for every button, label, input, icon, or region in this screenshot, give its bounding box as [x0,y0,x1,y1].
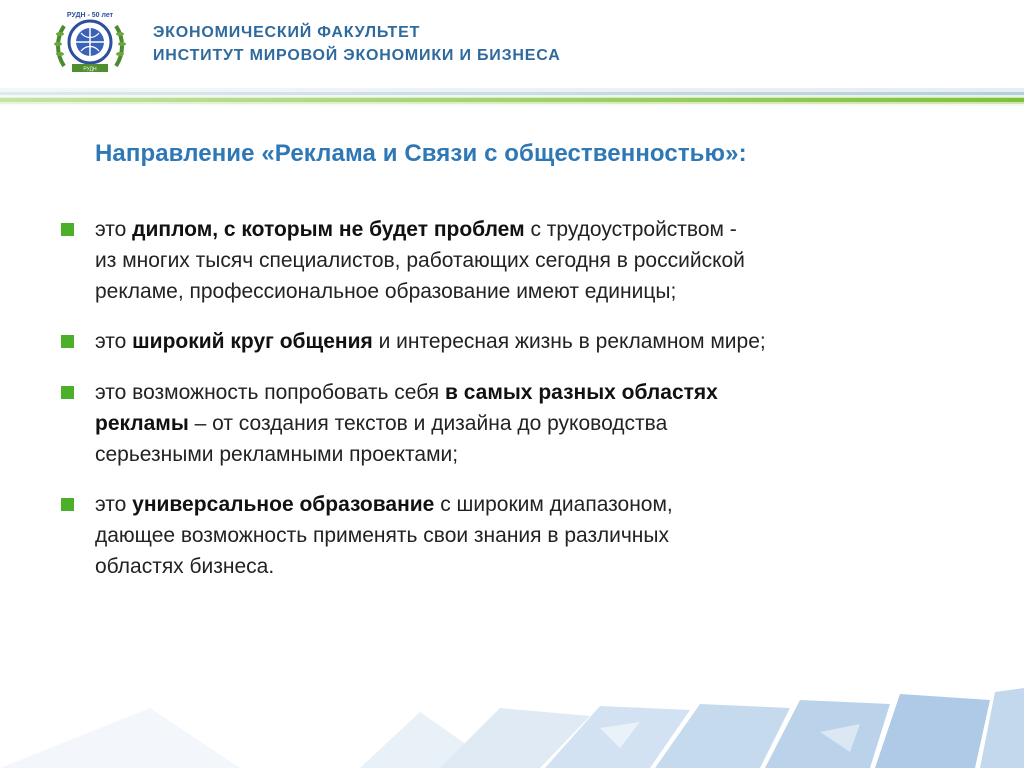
header-divider-fade [0,88,1024,106]
footer-tile-pattern [0,688,1024,768]
bullet-continuation: – от создания текстов и дизайна до руководства [188,412,668,435]
bullet-text: это возможность попробовать себя [95,381,445,404]
institute-title: ИНСТИТУТ МИРОВОЙ ЭКОНОМИКИ И БИЗНЕСА [153,47,561,64]
bullet-text: с трудоустройством - [524,218,737,241]
bullet-emphasis: в самых разных областях [444,381,718,404]
bullet-text: это [95,330,133,353]
bullet-text: и интересная жизнь в рекламном мире; [372,330,766,353]
svg-text:РУДН: РУДН [83,66,97,73]
faculty-title: ЭКОНОМИЧЕСКИЙ ФАКУЛЬТЕТ [153,24,421,41]
bullet-emphasis: диплом, с которым не будет проблем [132,218,525,241]
bullet-continuation: дающее возможность применять свои знания в различных [95,524,669,547]
bullet-continuation: из многих тысяч специалистов, работающих сегодня в российской [95,249,745,272]
bullet-item [95,489,935,582]
university-emblem-icon [50,6,130,78]
bullet-continuation: областях бизнеса. [95,555,275,578]
bullet-emphasis: универсальное образование [132,493,435,516]
green-square-bullet-icon [61,498,74,511]
green-square-bullet-icon [61,335,74,348]
bullet-continuation: серьезными рекламными проектами; [95,443,459,466]
bullet-item [95,326,935,357]
svg-text:РУДН - 50 лет: РУДН - 50 лет [66,12,114,19]
slide-header [0,0,1024,88]
bullet-item [95,214,935,307]
bullet-continuation: рекламе, профессиональное образование имеют единицы; [95,280,677,303]
bullet-item [95,377,935,470]
green-square-bullet-icon [61,386,74,399]
bullet-text: это [95,493,133,516]
bullet-text: это [95,218,133,241]
green-square-bullet-icon [61,223,74,236]
bullet-emphasis: рекламы [95,412,189,435]
bullet-emphasis: широкий круг общения [132,330,373,353]
bullet-text: с широким диапазоном, [434,493,673,516]
slide-heading: Направление «Реклама и Связи с общественностью»: [95,140,747,167]
